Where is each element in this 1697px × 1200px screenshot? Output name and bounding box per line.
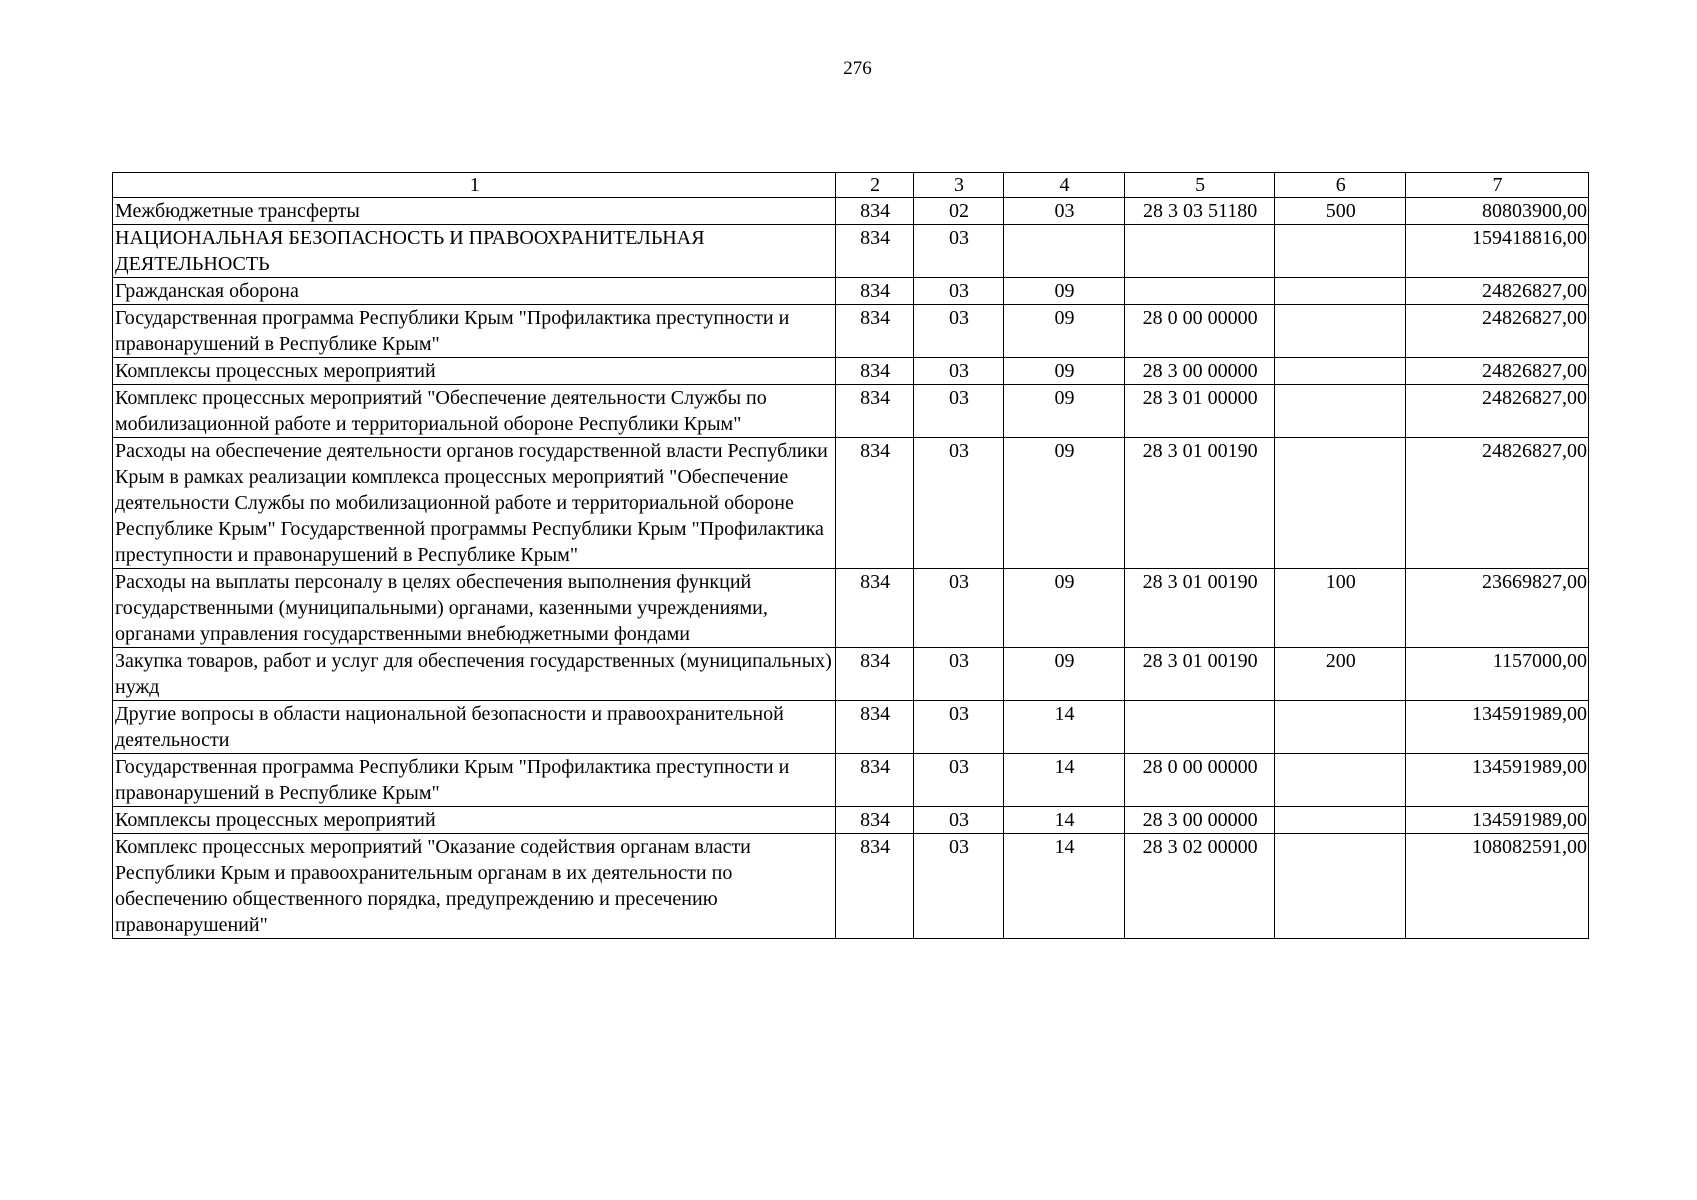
subsection-code-cell: 14 <box>1004 701 1125 754</box>
target-article-cell: 28 3 01 00190 <box>1124 569 1275 648</box>
ministry-code-cell: 834 <box>836 198 913 225</box>
expense-type-cell <box>1275 358 1406 385</box>
section-code-cell: 03 <box>913 648 1003 701</box>
amount-cell: 24826827,00 <box>1406 385 1589 438</box>
row-name-cell: Комплекс процессных мероприятий "Обеспечение деятельности Службы по мобилизационной работе и территориальной обороне Республики Крым" <box>113 385 836 438</box>
column-header: 3 <box>913 173 1003 198</box>
expense-type-cell <box>1275 305 1406 358</box>
table-row <box>113 305 1589 358</box>
subsection-code-cell: 14 <box>1004 754 1125 807</box>
section-code-cell: 03 <box>913 569 1003 648</box>
section-code-cell: 03 <box>913 278 1003 305</box>
ministry-code-cell: 834 <box>836 305 913 358</box>
row-name-cell: НАЦИОНАЛЬНАЯ БЕЗОПАСНОСТЬ И ПРАВООХРАНИТЕЛЬНАЯ ДЕЯТЕЛЬНОСТЬ <box>113 225 836 278</box>
ministry-code-cell: 834 <box>836 225 913 278</box>
amount-cell: 24826827,00 <box>1406 278 1589 305</box>
row-name-cell: Комплексы процессных мероприятий <box>113 807 836 834</box>
ministry-code-cell: 834 <box>836 834 913 939</box>
expense-type-cell <box>1275 225 1406 278</box>
subsection-code-cell: 03 <box>1004 198 1125 225</box>
budget-table <box>112 172 1589 939</box>
table-row <box>113 278 1589 305</box>
row-name-cell: Гражданская оборона <box>113 278 836 305</box>
section-code-cell: 03 <box>913 754 1003 807</box>
section-code-cell: 03 <box>913 701 1003 754</box>
table-row <box>113 569 1589 648</box>
row-name-cell: Расходы на обеспечение деятельности органов государственной власти Республики Крым в рамках реализации комплекса процессных мероприятий "Обеспечение деятельности Службы по мобилизационной работе и территориальной обороне Республике Крым" Государственной программы Республики Крым "Профилактика преступности и правонарушений в Республике Крым" <box>113 438 836 569</box>
subsection-code-cell: 09 <box>1004 648 1125 701</box>
row-name-cell: Расходы на выплаты персоналу в целях обеспечения выполнения функций государственными (муниципальными) органами, казенными учреждениями, органами управления государственными внебюджетными фондами <box>113 569 836 648</box>
row-name-cell: Закупка товаров, работ и услуг для обеспечения государственных (муниципальных) нужд <box>113 648 836 701</box>
amount-cell: 134591989,00 <box>1406 701 1589 754</box>
table-row <box>113 807 1589 834</box>
ministry-code-cell: 834 <box>836 438 913 569</box>
table-header-row <box>113 173 1589 198</box>
expense-type-cell <box>1275 807 1406 834</box>
column-header: 4 <box>1004 173 1125 198</box>
subsection-code-cell: 09 <box>1004 358 1125 385</box>
section-code-cell: 03 <box>913 385 1003 438</box>
subsection-code-cell: 09 <box>1004 569 1125 648</box>
column-header: 6 <box>1275 173 1406 198</box>
row-name-cell: Межбюджетные трансферты <box>113 198 836 225</box>
column-header: 2 <box>836 173 913 198</box>
subsection-code-cell: 09 <box>1004 278 1125 305</box>
subsection-code-cell: 14 <box>1004 834 1125 939</box>
row-name-cell: Государственная программа Республики Крым "Профилактика преступности и правонарушений в Республике Крым" <box>113 754 836 807</box>
table-row <box>113 701 1589 754</box>
amount-cell: 24826827,00 <box>1406 438 1589 569</box>
row-name-cell: Комплексы процессных мероприятий <box>113 358 836 385</box>
section-code-cell: 02 <box>913 198 1003 225</box>
expense-type-cell <box>1275 438 1406 569</box>
table-row <box>113 438 1589 569</box>
expense-type-cell: 200 <box>1275 648 1406 701</box>
ministry-code-cell: 834 <box>836 648 913 701</box>
target-article-cell: 28 3 02 00000 <box>1124 834 1275 939</box>
target-article-cell: 28 3 01 00000 <box>1124 385 1275 438</box>
ministry-code-cell: 834 <box>836 807 913 834</box>
expense-type-cell <box>1275 385 1406 438</box>
amount-cell: 24826827,00 <box>1406 358 1589 385</box>
target-article-cell: 28 3 01 00190 <box>1124 438 1275 569</box>
column-header: 5 <box>1124 173 1275 198</box>
subsection-code-cell <box>1004 225 1125 278</box>
target-article-cell: 28 0 00 00000 <box>1124 754 1275 807</box>
subsection-code-cell: 09 <box>1004 385 1125 438</box>
amount-cell: 134591989,00 <box>1406 754 1589 807</box>
table-row <box>113 385 1589 438</box>
section-code-cell: 03 <box>913 834 1003 939</box>
table-row <box>113 834 1589 939</box>
section-code-cell: 03 <box>913 438 1003 569</box>
ministry-code-cell: 834 <box>836 278 913 305</box>
target-article-cell <box>1124 225 1275 278</box>
row-name-cell: Комплекс процессных мероприятий "Оказание содействия органам власти Республики Крым и правоохранительным органам в их деятельности по обеспечению общественного порядка, предупреждению и пресечению правонарушений" <box>113 834 836 939</box>
subsection-code-cell: 14 <box>1004 807 1125 834</box>
section-code-cell: 03 <box>913 305 1003 358</box>
table-row <box>113 754 1589 807</box>
section-code-cell: 03 <box>913 807 1003 834</box>
column-header: 1 <box>113 173 836 198</box>
table-row <box>113 648 1589 701</box>
amount-cell: 108082591,00 <box>1406 834 1589 939</box>
ministry-code-cell: 834 <box>836 569 913 648</box>
ministry-code-cell: 834 <box>836 385 913 438</box>
target-article-cell <box>1124 701 1275 754</box>
target-article-cell: 28 3 01 00190 <box>1124 648 1275 701</box>
expense-type-cell <box>1275 701 1406 754</box>
ministry-code-cell: 834 <box>836 701 913 754</box>
expense-type-cell <box>1275 754 1406 807</box>
page-number: 276 <box>843 58 872 79</box>
expense-type-cell: 100 <box>1275 569 1406 648</box>
amount-cell: 159418816,00 <box>1406 225 1589 278</box>
table-row <box>113 198 1589 225</box>
expense-type-cell <box>1275 278 1406 305</box>
amount-cell: 24826827,00 <box>1406 305 1589 358</box>
table-row <box>113 225 1589 278</box>
table-body <box>113 198 1589 939</box>
target-article-cell: 28 0 00 00000 <box>1124 305 1275 358</box>
target-article-cell: 28 3 03 51180 <box>1124 198 1275 225</box>
section-code-cell: 03 <box>913 225 1003 278</box>
amount-cell: 80803900,00 <box>1406 198 1589 225</box>
subsection-code-cell: 09 <box>1004 438 1125 569</box>
row-name-cell: Другие вопросы в области национальной безопасности и правоохранительной деятельности <box>113 701 836 754</box>
amount-cell: 1157000,00 <box>1406 648 1589 701</box>
amount-cell: 134591989,00 <box>1406 807 1589 834</box>
subsection-code-cell: 09 <box>1004 305 1125 358</box>
target-article-cell: 28 3 00 00000 <box>1124 807 1275 834</box>
column-header: 7 <box>1406 173 1589 198</box>
ministry-code-cell: 834 <box>836 358 913 385</box>
target-article-cell: 28 3 00 00000 <box>1124 358 1275 385</box>
row-name-cell: Государственная программа Республики Крым "Профилактика преступности и правонарушений в Республике Крым" <box>113 305 836 358</box>
ministry-code-cell: 834 <box>836 754 913 807</box>
table-row <box>113 358 1589 385</box>
expense-type-cell: 500 <box>1275 198 1406 225</box>
section-code-cell: 03 <box>913 358 1003 385</box>
amount-cell: 23669827,00 <box>1406 569 1589 648</box>
target-article-cell <box>1124 278 1275 305</box>
expense-type-cell <box>1275 834 1406 939</box>
